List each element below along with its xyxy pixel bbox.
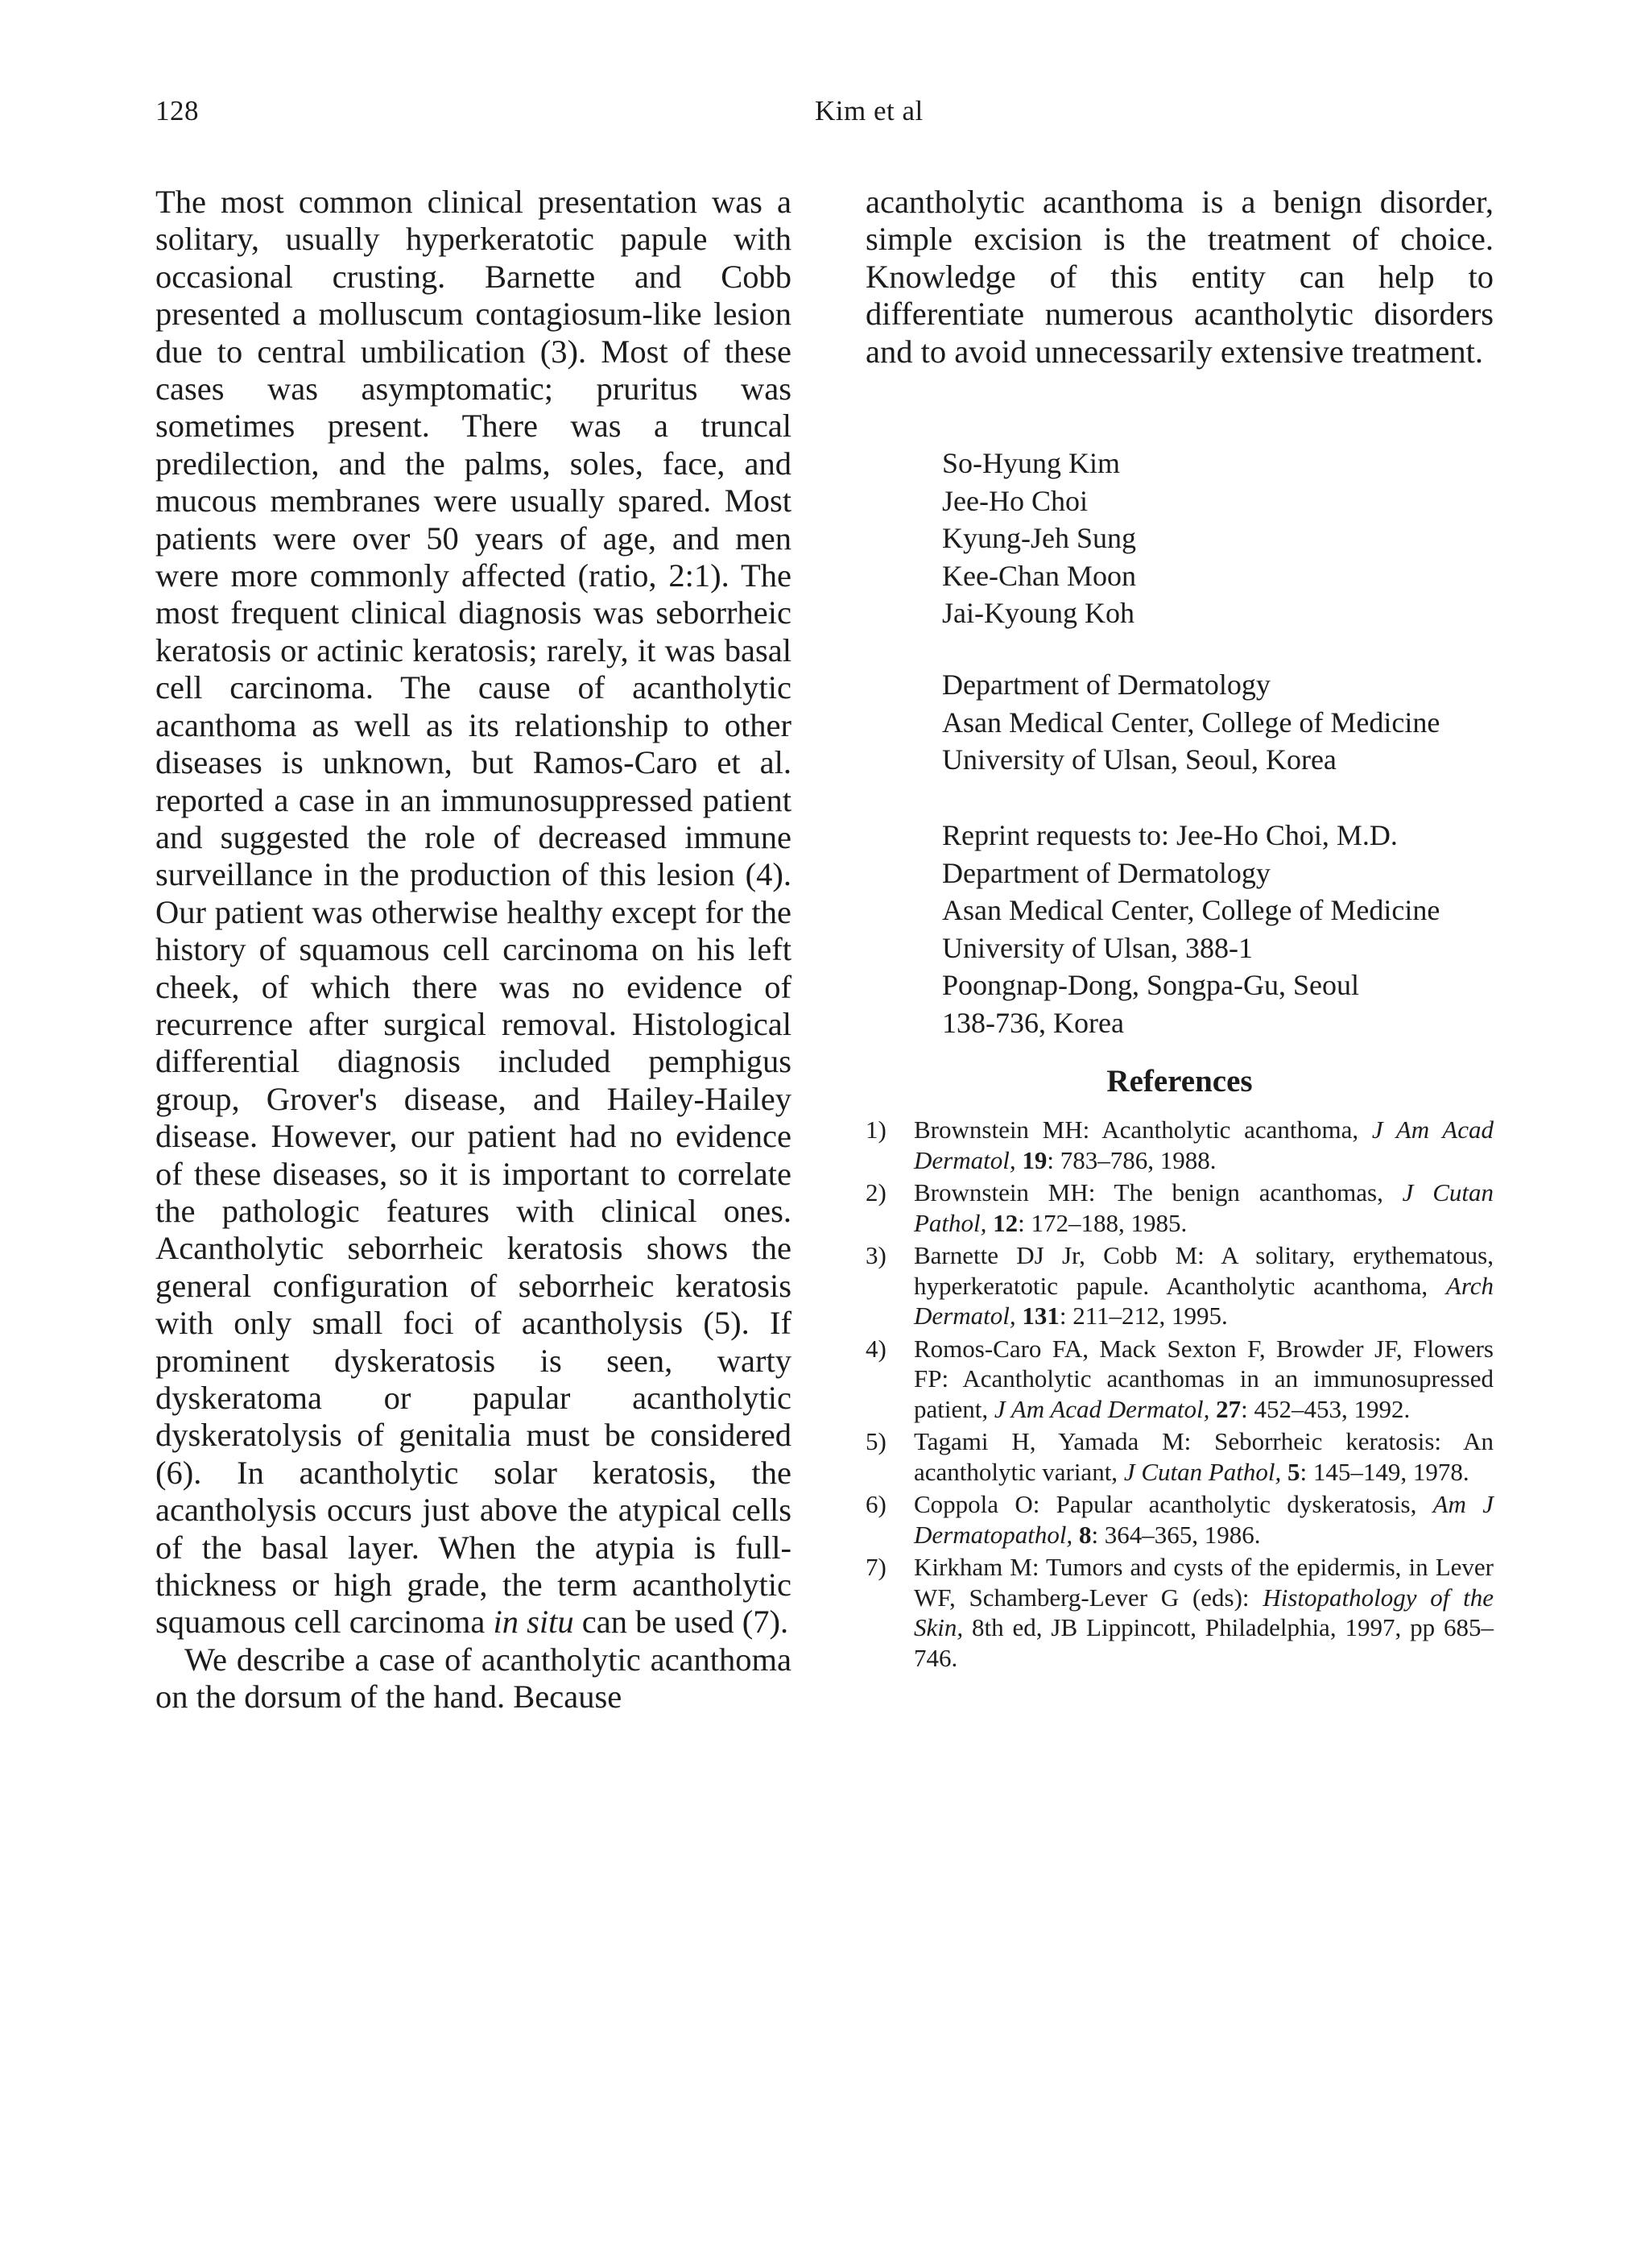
reference-item: 6) Coppola O: Papular acantholytic dyskeratosis, Am J Dermatopathol, 8: 364–365, 1986.: [866, 1490, 1494, 1549]
affiliation-line: Department of Dermatology: [942, 668, 1271, 701]
body-paragraph-2: We describe a case of acantholytic acanthoma on the dorsum of the hand. Because: [155, 1641, 791, 1715]
body-paragraph-1: The most common clinical presentation was a solitary, usually hyperkeratotic papule with occasional crusting. Barnette and Cobb presented a molluscum contagiosum-like lesion due to central umbilication (3). Most of these cases was asymptomatic; pruritus was sometimes present. There was a truncal predilection, and the palms, soles, face, and mucous membranes were usually spared. Most patients were over 50 years of age, and men were more commonly affected (ratio, 2:1). The most frequent clinical diagnosis was seborrheic keratosis or actinic keratosis; rarely, it was basal cell carcinoma. The cause of acantholytic acanthoma as well as its relationship to other diseases is unknown, but Ramos-Caro et al. reported a case in an immunosuppressed patient and suggested the role of decreased immune surveillance in the production of this lesion (4). Our patient was otherwise healthy except for the history of squamous cell carcinoma on his left cheek, of which there was no evidence of recurrence after surgical removal. Histological differential diagnosis included pemphigus group, Grover's disease, and Hailey-Hailey disease. However, our patient had no evidence of these diseases, so it is important to correlate the pathologic features with clinical ones. Acantholytic seborrheic keratosis shows the general configuration of seborrheic keratosis with only small foci of acantholysis (5). If prominent dyskeratosis is seen, warty dyskeratoma or papular acantholytic dyskeratolysis of genitalia must be considered (6). In acantholytic solar keratosis, the acantholysis occurs just above the atypical cells of the basal layer. When the atypia is full-thickness or high grade, the term acantholytic squamous cell carcinoma in situ can be used (7).: [155, 184, 791, 1641]
page-number: 128: [155, 95, 199, 126]
left-column: [155, 184, 791, 1716]
reprint-line: Asan Medical Center, College of Medicine: [942, 894, 1440, 926]
reprint-requests: [942, 817, 1440, 1041]
reference-item: 2) Brownstein MH: The benign acanthomas, J Cutan Pathol, 12: 172–188, 1985.: [866, 1178, 1494, 1237]
reprint-line: Reprint requests to: Jee-Ho Choi, M.D.: [942, 819, 1398, 851]
author-name: Jai-Kyoung Koh: [942, 597, 1134, 629]
affiliation-line: University of Ulsan, Seoul, Korea: [942, 743, 1337, 776]
author-list: [942, 445, 1136, 632]
author-name: Jee-Ho Choi: [942, 484, 1088, 517]
reference-item: 7) Kirkham M: Tumors and cysts of the epidermis, in Lever WF, Schamberg-Lever G (eds): Histopathology of the Skin, 8th ed, JB Lippincott, Philadelphia, 1997, pp 685–746.: [866, 1553, 1494, 1672]
affiliation: [942, 666, 1440, 779]
references-list: [866, 1115, 1494, 1675]
reference-item: 4) Romos-Caro FA, Mack Sexton F, Browder JF, Flowers FP: Acantholytic acanthomas in an immunosupressed patient, J Am Acad Dermatol, 27: 452–453, 1992.: [866, 1334, 1494, 1423]
author-name: Kee-Chan Moon: [942, 559, 1136, 592]
author-name: Kyung-Jeh Sung: [942, 522, 1136, 554]
reprint-line: Department of Dermatology: [942, 856, 1271, 889]
body-paragraph-right: acantholytic acanthoma is a benign disorder, simple excision is the treatment of choice. Knowledge of this entity can help to differentiate numerous acantholytic disorders and to avoid unnecessarily extensive treatment.: [866, 184, 1494, 370]
references-heading: References: [1106, 1064, 1253, 1099]
reprint-line: University of Ulsan, 388-1: [942, 931, 1253, 964]
running-head: Kim et al: [815, 95, 924, 126]
author-name: So-Hyung Kim: [942, 447, 1121, 479]
reference-item: 3) Barnette DJ Jr, Cobb M: A solitary, erythematous, hyperkeratotic papule. Acantholytic acanthoma, Arch Dermatol, 131: 211–212, 1995.: [866, 1241, 1494, 1330]
reprint-line: 138-736, Korea: [942, 1006, 1124, 1039]
reference-item: 5) Tagami H, Yamada M: Seborrheic keratosis: An acantholytic variant, J Cutan Pathol, 5: 145–149, 1978.: [866, 1427, 1494, 1486]
reference-item: 1) Brownstein MH: Acantholytic acanthoma, J Am Acad Dermatol, 19: 783–786, 1988.: [866, 1115, 1494, 1174]
reprint-line: Poongnap-Dong, Songpa-Gu, Seoul: [942, 969, 1359, 1001]
affiliation-line: Asan Medical Center, College of Medicine: [942, 706, 1440, 739]
